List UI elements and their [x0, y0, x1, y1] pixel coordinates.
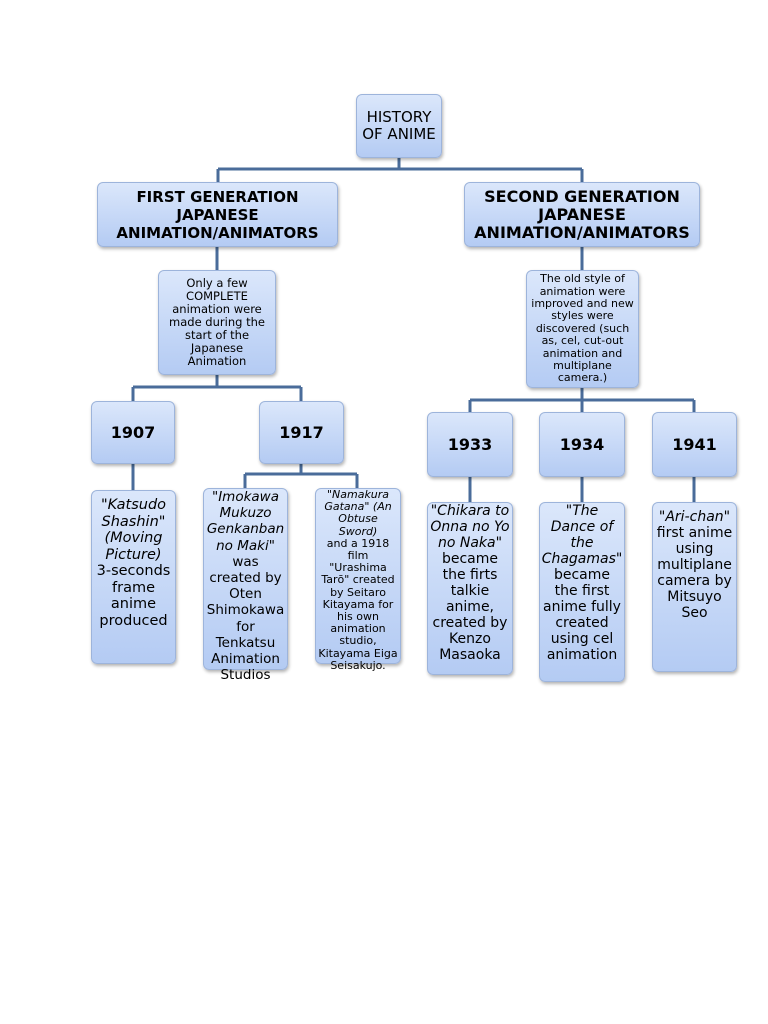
event-text-1934: became the first anime fully created using cel animation	[543, 567, 621, 663]
event-node-1917-namakura	[315, 488, 401, 672]
event-text-1907: 3-seconds frame anime produced	[96, 563, 171, 629]
year-node-1941	[652, 412, 737, 477]
event-node-1934	[539, 502, 625, 682]
event-text-1917-imokawa: was created by Oten Shimokawa for Tenkatsu Animation Studios	[206, 553, 285, 684]
first-generation-label: FIRST GENERATION JAPANESE ANIMATION/ANIMATORS	[116, 187, 319, 242]
year-node-1917	[259, 401, 344, 464]
second-generation-description: The old style of animation were improved and new styles were discovered (such as, cel, cut-out animation and multiplane camera.)	[531, 272, 634, 385]
event-title-1934: "The Dance of the Chagamas"	[541, 503, 623, 567]
event-title-1933: "Chikara to Onna no Yo no Naka"	[430, 503, 510, 551]
event-node-1933	[427, 502, 513, 675]
root-node	[356, 94, 442, 158]
event-title-1917-namakura: "Namakura Gatana" (An Obtuse Sword)	[324, 488, 392, 538]
second-generation-node	[464, 182, 700, 247]
second-generation-description-node	[526, 270, 639, 388]
year-label-1907: 1907	[110, 423, 156, 442]
first-generation-description: Only a few COMPLETE animation were made during the start of the Japanese Animation	[169, 276, 265, 368]
event-node-1941	[652, 502, 737, 672]
year-label-1933: 1933	[447, 435, 493, 454]
event-title-1941: "Ari-chan"	[658, 509, 731, 525]
event-text-1933: became the firts talkie anime, created by Kenzo Masaoka	[432, 551, 508, 663]
event-text-1917-namakura: and a 1918 film "Urashima Tarō" created by Seitaro Kitayama for his own animation studio, Kitayama Eiga Seisakujo.	[318, 536, 398, 672]
event-text-1941: first anime using multiplane camera by Mitsuyo Seo	[656, 525, 733, 621]
second-generation-label: SECOND GENERATION JAPANESE ANIMATION/ANIMATORS	[474, 186, 690, 242]
event-title-1917-imokawa: "Imokawa Mukuzo Genkanban no Maki"	[206, 489, 285, 554]
event-title-1907: "Katsudo Shashin" (Moving Picture)	[100, 497, 167, 563]
event-node-1907	[91, 490, 176, 664]
event-node-1917-imokawa	[203, 488, 288, 684]
year-node-1907	[91, 401, 175, 464]
root-label: HISTORY OF ANIME	[362, 108, 436, 143]
year-label-1934: 1934	[559, 435, 605, 454]
connector-root	[218, 158, 582, 182]
first-generation-description-node	[158, 270, 276, 375]
connector-1917	[245, 464, 357, 488]
year-label-1917: 1917	[279, 423, 324, 442]
year-node-1933	[427, 412, 513, 477]
year-label-1941: 1941	[672, 435, 717, 454]
first-generation-node	[97, 182, 338, 247]
year-node-1934	[539, 412, 625, 477]
